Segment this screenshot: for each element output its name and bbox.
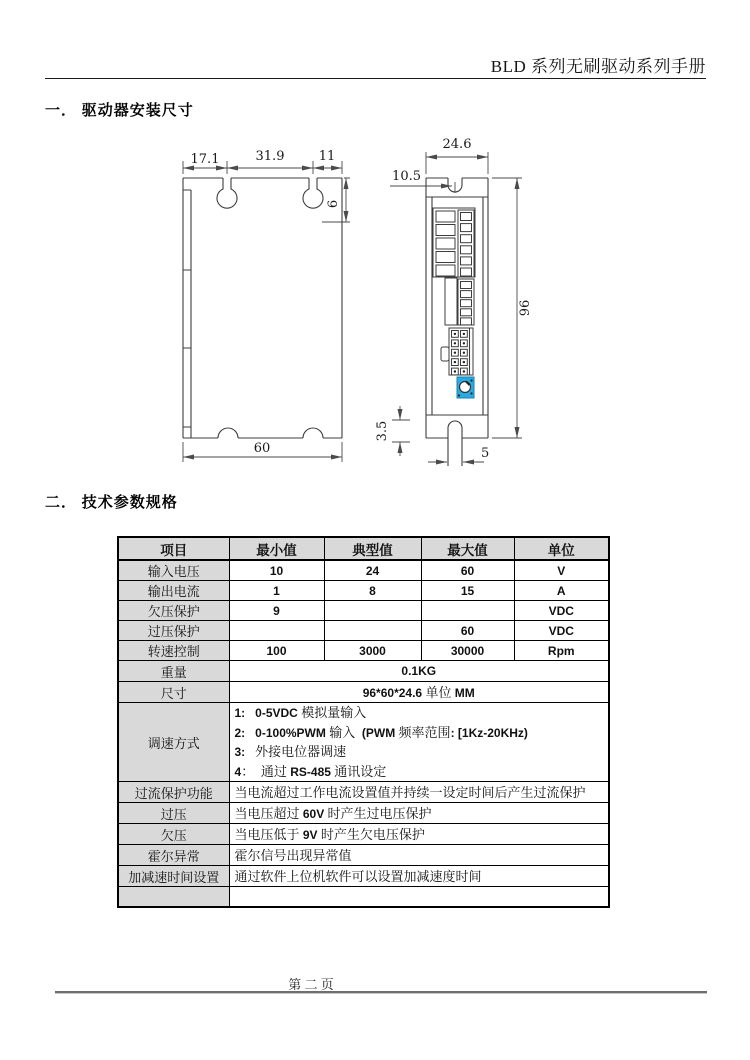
spec-cell-min: 1	[229, 581, 324, 601]
spec-cell-max: 15	[421, 581, 514, 601]
spec-col-header: 项目	[118, 537, 229, 560]
document-title: BLD 系列无刷驱动系列手册	[490, 57, 706, 76]
side-view-drawing	[375, 137, 533, 466]
dim-top	[183, 149, 342, 174]
spec-table-wrap	[117, 536, 610, 908]
spec-cell-min: 100	[229, 641, 324, 661]
spec-col-header: 最大值	[421, 537, 514, 560]
spec-table-head-row	[118, 537, 609, 560]
dim-bottom-slot-depth	[375, 406, 410, 456]
spec-multiline: 3: 外接电位器调速	[234, 744, 347, 759]
speed-potentiometer	[457, 377, 474, 398]
dim-label-24-6: 24.6	[442, 137, 472, 152]
spec-row-label: 欠压保护	[118, 601, 229, 621]
spec-multiline: 1: 0-5VDC 模拟量输入	[234, 705, 367, 720]
spec-table-row	[118, 866, 609, 887]
dim-slot-depth	[322, 178, 350, 222]
footer-page-number: 第 二 页	[288, 977, 334, 992]
spec-cell-unit: VDC	[514, 601, 609, 621]
dim-notch-offset	[390, 169, 455, 193]
dim-label-6: 6	[326, 199, 341, 209]
dim-label-11: 11	[318, 149, 336, 164]
mounting-keyholes	[217, 178, 323, 208]
bottom-slot	[448, 421, 462, 466]
spec-cell-typ: 8	[324, 581, 421, 601]
dim-label-5: 5	[481, 446, 490, 461]
terminal-block	[433, 208, 475, 277]
spec-table-row	[118, 560, 609, 581]
spec-cell-content	[229, 887, 609, 907]
spec-cell-min	[229, 621, 324, 641]
spec-cell-content	[229, 703, 609, 782]
dim-width-total	[183, 441, 342, 462]
spec-cell-max	[421, 601, 514, 621]
spec-row-label: 过流保护功能	[118, 782, 229, 803]
spec-col-header: 单位	[514, 537, 609, 560]
spec-cell-unit: A	[514, 581, 609, 601]
spec-row-label: 欠压	[118, 824, 229, 845]
dim-label-10-5: 10.5	[392, 169, 421, 184]
spec-row-label: 输入电压	[118, 560, 229, 581]
spec-row-label: 霍尔异常	[118, 845, 229, 866]
spec-table-row	[118, 845, 609, 866]
dim-label-17-1: 17.1	[190, 152, 220, 167]
spec-table-row	[118, 887, 609, 907]
header-rule	[45, 78, 706, 79]
section-heading-specs: 二． 技术参数规格	[45, 495, 178, 511]
spec-table-body	[118, 560, 609, 907]
front-view-drawing	[183, 149, 350, 462]
spec-cell-content: 通过软件上位机软件可以设置加减速度时间	[229, 866, 609, 887]
spec-table-row	[118, 601, 609, 621]
spec-row-label: 过压	[118, 803, 229, 824]
spec-cell-max: 30000	[421, 641, 514, 661]
spec-table-row	[118, 703, 609, 782]
spec-cell-typ	[324, 601, 421, 621]
spec-row-label: 加减速时间设置	[118, 866, 229, 887]
spec-cell-min: 10	[229, 560, 324, 581]
side-flange	[183, 190, 191, 438]
footer-rule	[55, 991, 707, 994]
spec-row-label: 重量	[118, 661, 229, 682]
mid-connector	[445, 278, 474, 325]
spec-row-label: 过压保护	[118, 621, 229, 641]
spec-cell-unit: Rpm	[514, 641, 609, 661]
spec-row-label: 输出电流	[118, 581, 229, 601]
installation-drawing	[140, 130, 620, 480]
spec-cell-unit: V	[514, 560, 609, 581]
spec-row-label	[118, 887, 229, 907]
dim-label-60: 60	[253, 441, 271, 456]
spec-table-row	[118, 661, 609, 682]
spec-table-row	[118, 621, 609, 641]
spec-row-label: 尺寸	[118, 682, 229, 703]
spec-multiline: 2: 0-100%PWM 输入 (PWM 频率范围: [1Kz-20KHz)	[234, 724, 528, 740]
spec-cell-typ	[324, 621, 421, 641]
spec-cell-typ: 3000	[324, 641, 421, 661]
spec-table	[117, 536, 610, 908]
spec-cell-typ: 24	[324, 560, 421, 581]
dim-label-3-5: 3.5	[375, 420, 390, 442]
spec-cell-max: 60	[421, 560, 514, 581]
spec-cell-unit: VDC	[514, 621, 609, 641]
dim-label-96: 96	[518, 299, 533, 317]
spec-col-header: 最小值	[229, 537, 324, 560]
spec-cell-content: 霍尔信号出现异常值	[229, 845, 609, 866]
spec-cell-content: 96*60*24.6 单位 MM	[229, 682, 609, 703]
dim-depth	[426, 137, 488, 174]
section-heading-install: 一． 驱动器安装尺寸	[45, 103, 194, 119]
spec-cell-content: 当电压超过 60V 时产生过电压保护	[229, 803, 609, 824]
spec-table-row	[118, 803, 609, 824]
dim-bottom-slot-width	[428, 446, 489, 462]
spec-multiline: 4： 通过 RS-485 通讯设定	[234, 763, 387, 779]
spec-cell-max: 60	[421, 621, 514, 641]
spec-table-row	[118, 824, 609, 845]
spec-cell-content: 当电压低于 9V 时产生欠电压保护	[229, 824, 609, 845]
spec-cell-min: 9	[229, 601, 324, 621]
spec-table-row	[118, 581, 609, 601]
spec-table-row	[118, 782, 609, 803]
dim-height	[492, 178, 533, 438]
spec-cell-content: 0.1KG	[229, 661, 609, 682]
spec-table-row	[118, 641, 609, 661]
spec-row-label: 调速方式	[118, 703, 229, 782]
spec-cell-content: 当电流超过工作电流设置值并持续一设定时间后产生过流保护	[229, 782, 609, 803]
dim-label-31-9: 31.9	[255, 149, 285, 164]
spec-col-header: 典型值	[324, 537, 421, 560]
spec-row-label: 转速控制	[118, 641, 229, 661]
pin-header	[441, 328, 473, 375]
spec-table-row	[118, 682, 609, 703]
